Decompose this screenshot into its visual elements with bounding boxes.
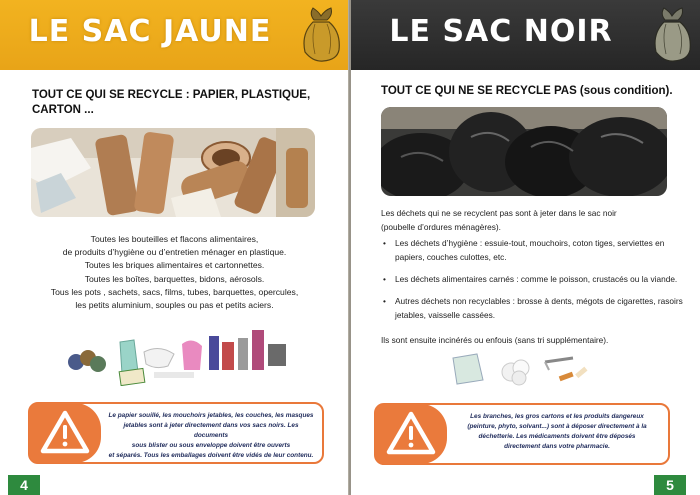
right-warning-box	[374, 403, 670, 465]
packaging-illustration	[64, 322, 296, 386]
warning-text: Les branches, les gros cartons et les produits dangereux (peinture, phyto, solvant...) sont à déposer directement à la déchetterie. Les médicaments doivent être déposés directement dans votre pharmacie.	[467, 413, 647, 450]
list-item: les petits aluminium, souples ou pas et petits aciers.	[75, 300, 274, 311]
cardboard-tubes-illustration	[31, 128, 315, 217]
warning-icon-container	[375, 404, 447, 464]
recycle-heading: TOUT CE QUI SE RECYCLE : PAPIER, PLASTIQUE, CARTON ...	[32, 89, 311, 116]
black-bags-photo	[381, 107, 667, 196]
yellow-banner	[0, 0, 349, 70]
waste-illustration	[449, 350, 597, 390]
warning-triangle-icon	[29, 403, 101, 463]
list-item: Toutes les briques alimentaires et cartonnettes.	[84, 260, 265, 271]
list-item: • Les déchets d’hygiène : essuie-tout, mouchoirs, coton tiges, serviettes en papiers, couches culottes, etc.	[381, 236, 691, 264]
list-item: • Les déchets alimentaires carnés : comme le poisson, crustacés ou la viande.	[381, 272, 691, 286]
page-number: 5	[654, 475, 686, 495]
warning-icon-container	[29, 403, 101, 463]
list-item: Tous les pots , sachets, sacs, films, tubes, barquettes, opercules,	[50, 286, 299, 297]
non-recyclable-list	[381, 236, 691, 330]
banner-title: LE SAC JAUNE	[28, 14, 272, 49]
warning-text: Le papier souillé, les mouchoirs jetables, les couches, les masques jetables sont à jeter directement dans vos sacs noirs. Les documents sous blister ou sous enveloppe doivent être ouverts et séparés. Tous les emballages doivent être vidés de leur contenu.	[108, 412, 314, 459]
list-item: Toutes les boîtes, barquettes, bidons, aérosols.	[84, 273, 265, 284]
intro-text: Les déchets qui ne se recyclent pas sont à jeter dans le sac noir (poubelle d’ordures ménagères).	[381, 208, 617, 232]
trash-bag-icon	[650, 6, 694, 62]
page-number: 4	[8, 475, 40, 495]
trash-bag-icon	[299, 6, 343, 62]
recyclables-photo	[31, 128, 315, 217]
recyclable-items-list	[22, 233, 327, 312]
warning-triangle-icon	[375, 404, 447, 464]
right-page	[351, 0, 700, 495]
left-page	[0, 0, 349, 495]
left-warning-box	[28, 402, 324, 464]
list-item: • Autres déchets non recyclables : brosse à dents, mégots de cigarettes, rasoirs jetables, vaisselle cassées.	[381, 294, 691, 322]
list-item: Toutes les bouteilles et flacons alimentaires,	[90, 234, 259, 244]
non-recycle-heading: TOUT CE QUI NE SE RECYCLE PAS (sous condition).	[381, 85, 673, 97]
black-bags-illustration	[381, 107, 667, 196]
black-banner	[351, 0, 700, 70]
list-item: de produits d’hygiène ou d’entretien ménager en plastique.	[62, 247, 287, 258]
outro-text: Ils sont ensuite incinérés ou enfouis (sans tri supplémentaire).	[381, 335, 609, 345]
banner-title: LE SAC NOIR	[389, 14, 613, 49]
